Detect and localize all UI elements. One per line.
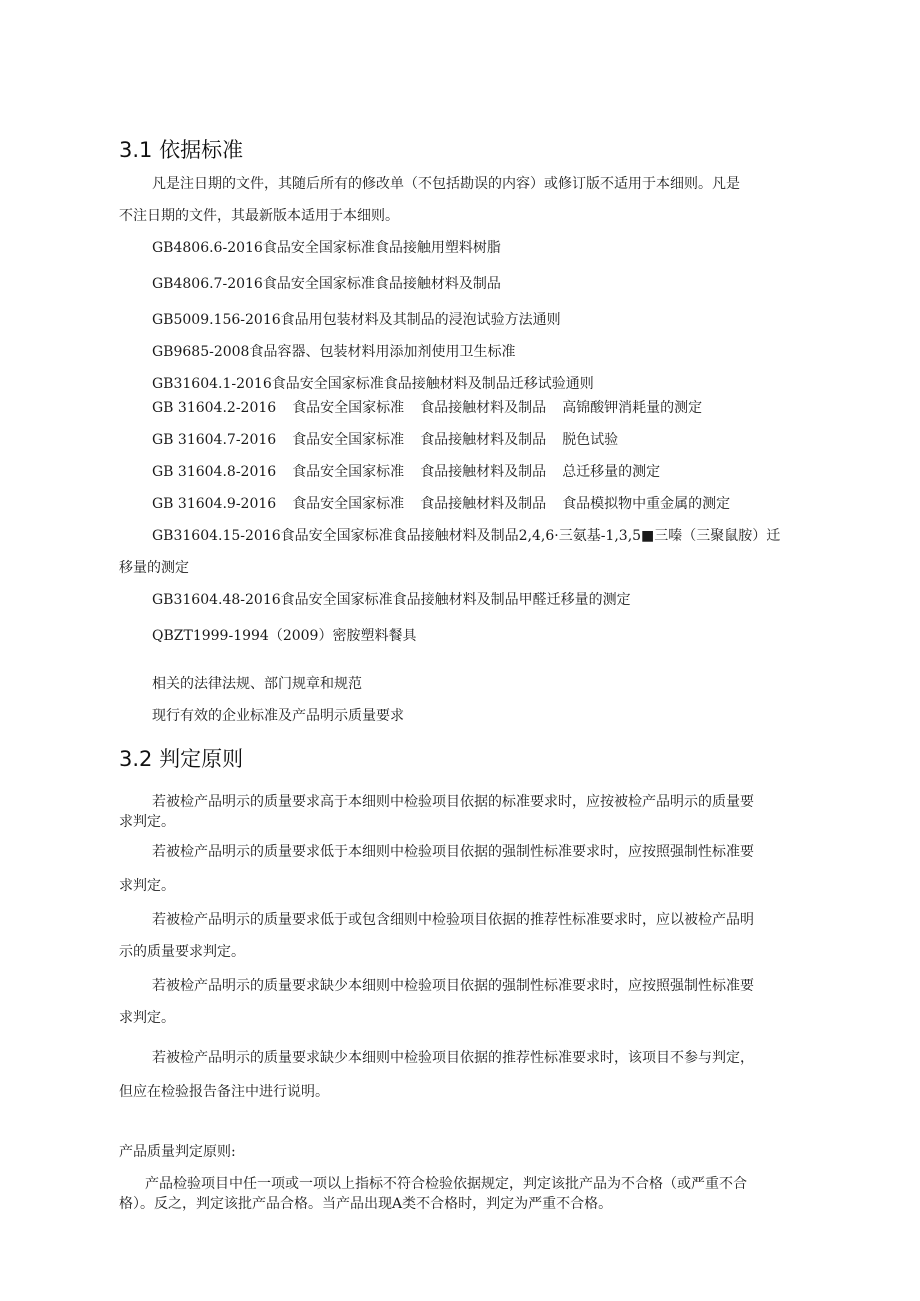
standard-scope: 食品接触材料及制品 <box>420 464 547 480</box>
section-31-heading: 3.1 依据标准 <box>119 138 244 162</box>
standard-item: GB4806.7-2016食品安全国家标准食品接触材料及制品 <box>152 276 501 292</box>
judgment-paragraph-line: 若被检产品明示的质量要求缺少本细则中检验项目依据的推荐性标准要求时，该项目不参与判定， <box>152 1050 754 1066</box>
standard-item-continuation: 移量的测定 <box>119 560 189 576</box>
section-32-heading: 3.2 判定原则 <box>119 747 244 771</box>
standard-code: GB 31604.7-2016 <box>152 432 277 448</box>
standard-category: 食品安全国家标准 <box>292 432 405 448</box>
standard-item <box>152 462 660 482</box>
judgment-paragraph-line: 若被检产品明示的质量要求高于本细则中检验项目依据的标准要求时，应按被检产品明示的质量要 <box>152 794 754 810</box>
standard-scope: 食品接触材料及制品 <box>420 496 547 512</box>
related-laws-line: 相关的法律法规、部门规章和规范 <box>152 676 362 692</box>
intro-text-line: 凡是注日期的文件，其随后所有的修改单（不包括勘误的内容）或修订版不适用于本细则。凡是 <box>152 176 740 192</box>
standard-item <box>152 494 730 514</box>
standard-item: GB31604.48-2016食品安全国家标准食品接触材料及制品甲醛迁移量的测定 <box>152 592 631 608</box>
judgment-paragraph-line: 求判定。 <box>119 814 175 830</box>
judgment-paragraph-line: 求判定。 <box>119 878 175 894</box>
standard-item: GB31604.1-2016食品安全国家标准食品接触材料及制品迁移试验通则 <box>152 376 594 392</box>
quality-judgment-line: 产品检验项目中任一项或一项以上指标不符合检验依据规定，判定该批产品为不合格（或严重不合 <box>145 1176 747 1192</box>
standard-code: GB 31604.9-2016 <box>152 496 277 512</box>
enterprise-standard-line: 现行有效的企业标准及产品明示质量要求 <box>152 708 404 724</box>
standard-code: GB 31604.2-2016 <box>152 400 277 416</box>
judgment-paragraph-line: 但应在检验报告备注中进行说明。 <box>119 1084 329 1100</box>
standard-item: GB31604.15-2016食品安全国家标准食品接触材料及制品2,4,6·三氨基-1,3,5■三嗪（三聚鼠胺）迁 <box>152 528 781 544</box>
standard-test: 总迁移量的测定 <box>562 464 661 480</box>
standard-category: 食品安全国家标准 <box>292 400 405 416</box>
judgment-paragraph-line: 若被检产品明示的质量要求缺少本细则中检验项目依据的强制性标准要求时，应按照强制性标准要 <box>152 978 754 994</box>
quality-judgment-line: 格）。反之，判定该批产品合格。当产品出现A类不合格时，判定为严重不合格。 <box>119 1196 613 1212</box>
standard-scope: 食品接触材料及制品 <box>420 432 547 448</box>
intro-text-line: 不注日期的文件，其最新版本适用于本细则。 <box>119 208 399 224</box>
standard-scope: 食品接触材料及制品 <box>420 400 547 416</box>
standard-item: QBZT1999-1994（2009）密胺塑料餐具 <box>152 628 417 644</box>
standard-category: 食品安全国家标准 <box>292 496 405 512</box>
standard-code: GB 31604.8-2016 <box>152 464 277 480</box>
standard-test: 食品模拟物中重金属的测定 <box>562 496 731 512</box>
standard-test: 脱色试验 <box>562 432 619 448</box>
standard-item: GB4806.6-2016食品安全国家标准食品接触用塑料树脂 <box>152 240 501 256</box>
standard-item: GB9685-2008食品容器、包装材料用添加剂使用卫生标准 <box>152 344 516 360</box>
judgment-paragraph-line: 若被检产品明示的质量要求低于或包含细则中检验项目依据的推荐性标准要求时，应以被检产品明 <box>152 912 754 928</box>
judgment-paragraph-line: 示的质量要求判定。 <box>119 944 245 960</box>
judgment-paragraph-line: 若被检产品明示的质量要求低于本细则中检验项目依据的强制性标准要求时，应按照强制性标准要 <box>152 844 754 860</box>
standard-item: GB5009.156-2016食品用包装材料及其制品的浸泡试验方法通则 <box>152 312 561 328</box>
standard-item <box>152 430 618 450</box>
standard-category: 食品安全国家标准 <box>292 464 405 480</box>
quality-judgment-title: 产品质量判定原则: <box>119 1144 236 1160</box>
standard-item <box>152 398 702 418</box>
standard-test: 高锦酸钾消耗量的测定 <box>562 400 703 416</box>
judgment-paragraph-line: 求判定。 <box>119 1010 175 1026</box>
